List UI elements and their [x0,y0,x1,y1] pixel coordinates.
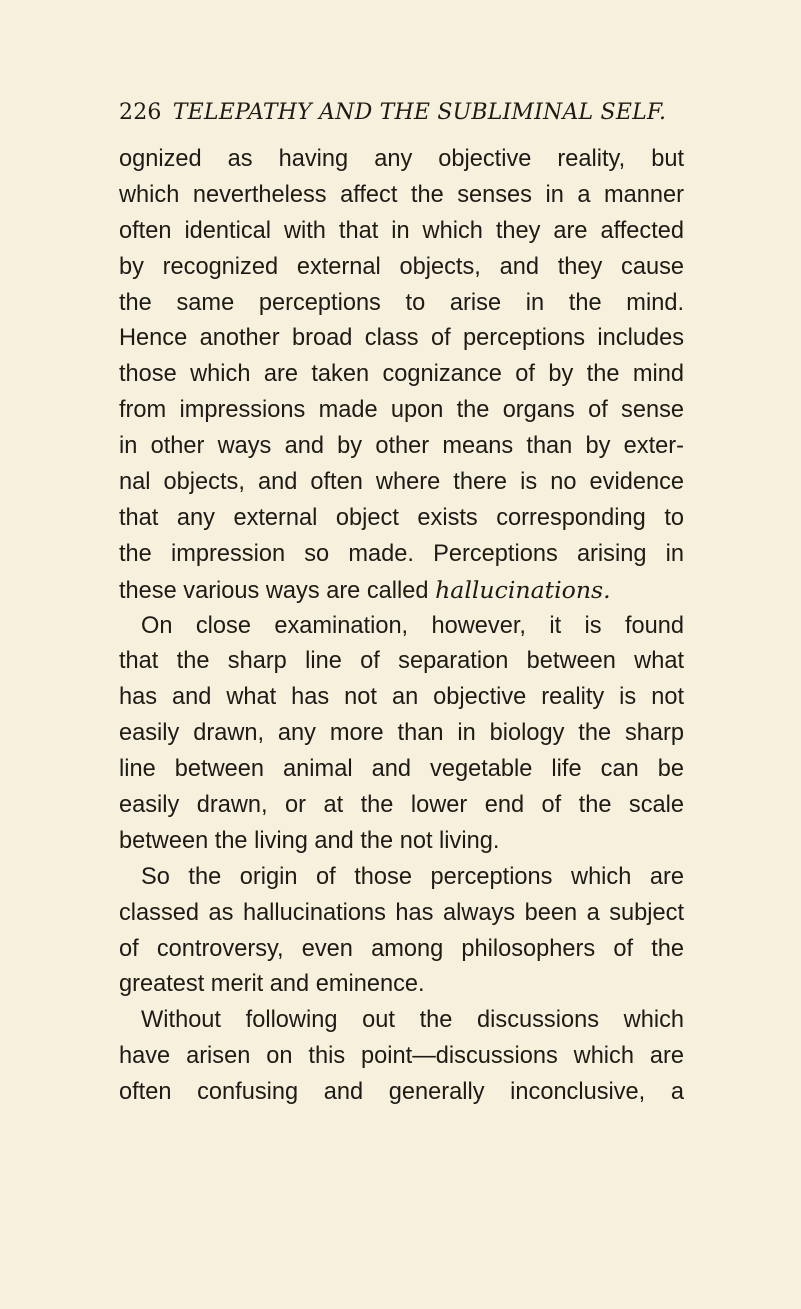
text-line: Hence another broad class of perceptions includes [119,325,684,352]
text-line: those which are taken cognizance of by the mind [119,361,684,388]
italic-term: hallucinations. [435,575,611,604]
text-line: often confusing and generally inconclusive, a [119,1079,684,1106]
text-line: often identical with that in which they are affected [119,217,684,244]
text-line [119,573,684,609]
text-line: nal objects, and often where there is no evidence [119,469,684,496]
text-line: the impression so made. Perceptions arising in [119,540,684,567]
text-line: Without following out the discussions which [141,1007,684,1034]
text-line: from impressions made upon the organs of sense [119,397,684,424]
text-line: in other ways and by other means than by exter- [119,433,684,460]
body-text [119,142,684,1111]
text-line: greatest merit and eminence. [119,971,425,998]
text-fragment: these various ways are called [119,577,429,604]
text-line: have arisen on this point—discussions which are [119,1043,684,1070]
text-line: which nevertheless affect the senses in a manner [119,181,684,208]
text-line: the same perceptions to arise in the mind. [119,289,684,316]
text-line: that the sharp line of separation between what [119,648,684,675]
text-line: easily drawn, any more than in biology the sharp [119,720,684,747]
text-line: So the origin of those perceptions which are [141,863,684,890]
text-line: by recognized external objects, and they cause [119,253,684,280]
page-number: 226 [119,100,162,125]
running-title: TELEPATHY AND THE SUBLIMINAL SELF. [172,100,667,125]
text-line: of controversy, even among philosophers of the [119,935,684,962]
text-line: classed as hallucinations has always been a subject [119,899,684,926]
text-line: between the living and the not living. [119,827,500,854]
text-line: On close examination, however, it is found [141,612,684,639]
text-line: has and what has not an objective reality is not [119,684,684,711]
text-line: line between animal and vegetable life can be [119,756,684,783]
running-header [119,98,666,128]
text-line: that any external object exists corresponding to [119,504,684,531]
text-line: ognized as having any objective reality, but [119,146,684,172]
text-line: easily drawn, or at the lower end of the scale [119,792,684,819]
